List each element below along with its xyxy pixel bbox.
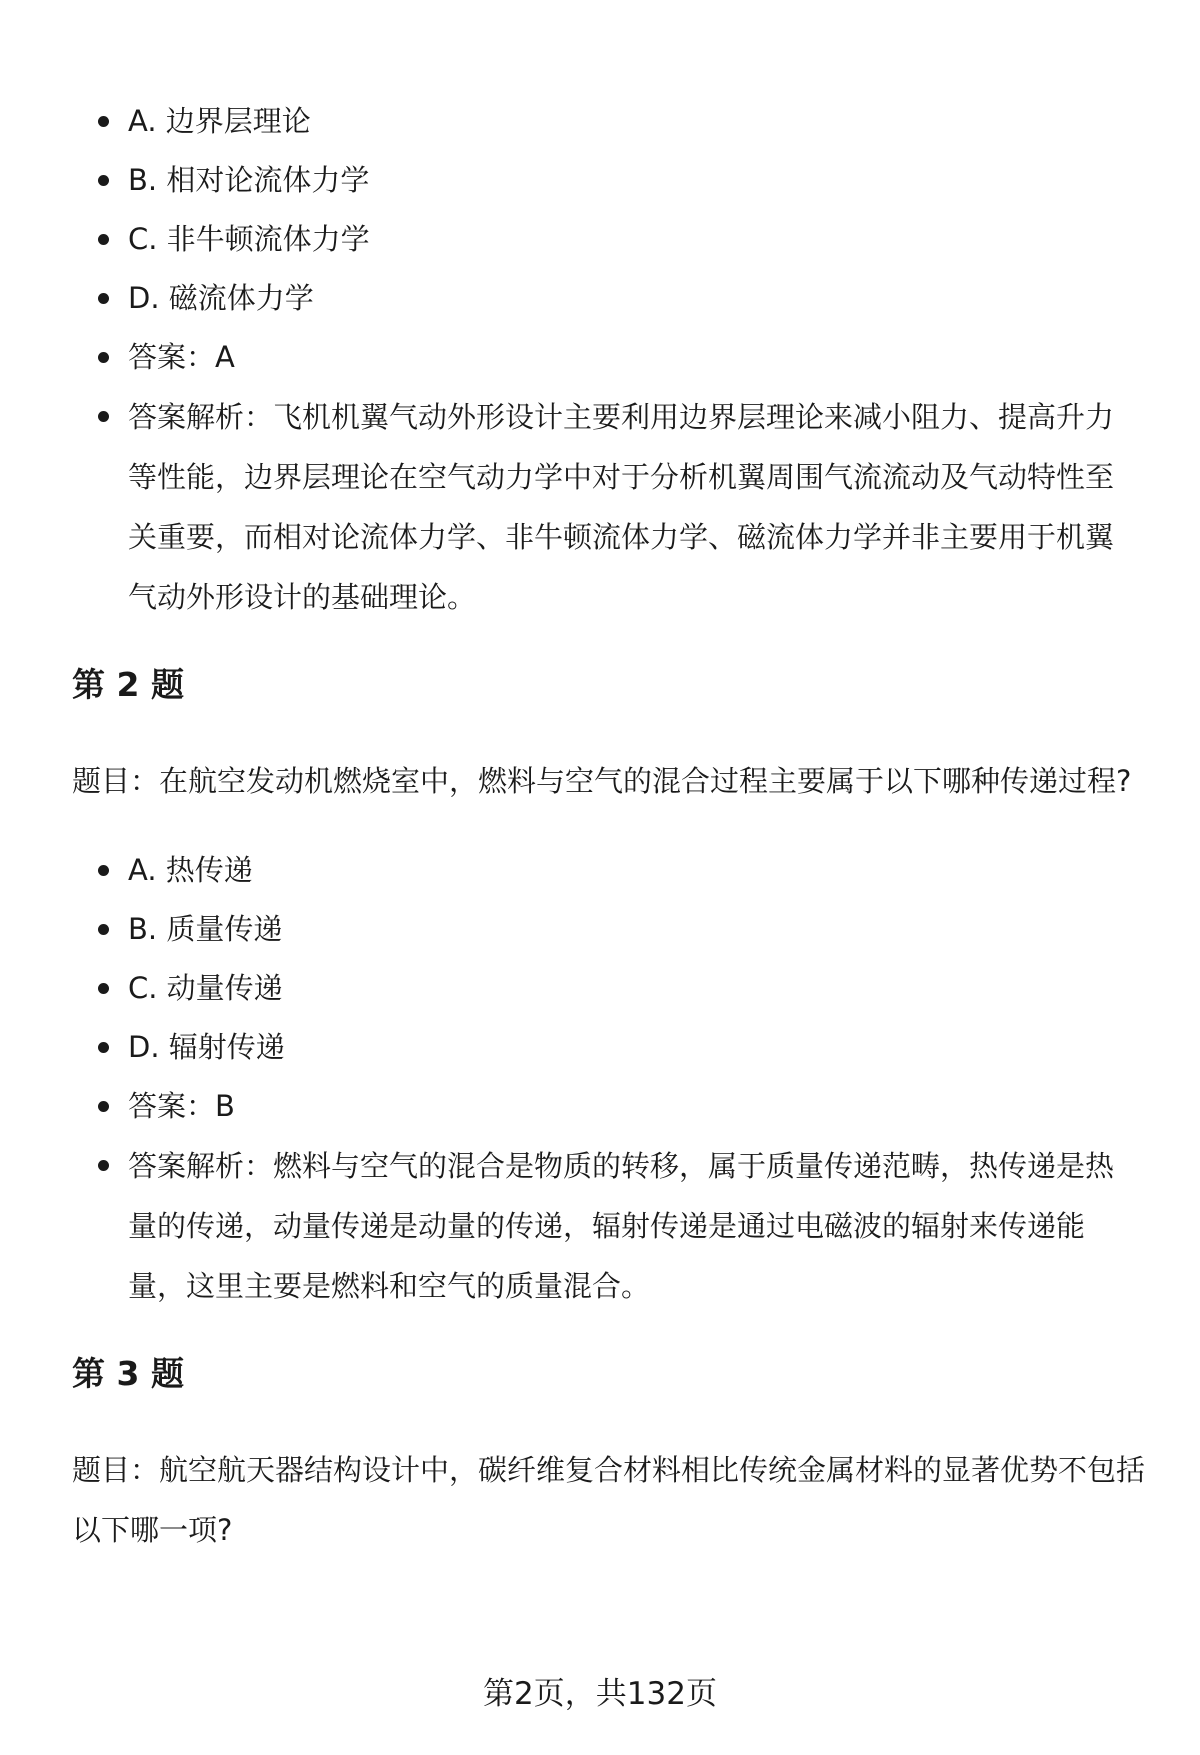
page-content <box>72 92 1152 1560</box>
bullet-icon <box>98 234 109 245</box>
q2-analysis: 答案解析：燃料与空气的混合是物质的转移，属于质量传递范畴，热传递是热量的传递，动量传递是动量的传递，辐射传递是通过电磁波的辐射来传递能量，这里主要是燃料和空气的质量混合。 <box>72 1136 1128 1316</box>
bullet-icon <box>98 1101 109 1112</box>
q1-option-a: A. 边界层理论 <box>72 92 1152 151</box>
bullet-icon <box>98 411 109 422</box>
bullet-icon <box>98 352 109 363</box>
bullet-icon <box>98 1042 109 1053</box>
q2-stem: 题目：在航空发动机燃烧室中，燃料与空气的混合过程主要属于以下哪种传递过程? <box>72 764 1132 798</box>
q2-title: 第 2 题 <box>72 665 184 704</box>
q2-option-d: D. 辐射传递 <box>72 1018 1152 1077</box>
q3-stem: 题目：航空航天器结构设计中，碳纤维复合材料相比传统金属材料的显著优势不包括以下哪一项? <box>72 1453 1146 1547</box>
bullet-icon <box>98 983 109 994</box>
q1-analysis: 答案解析：飞机机翼气动外形设计主要利用边界层理论来减小阻力、提高升力等性能，边界层理论在空气动力学中对于分析机翼周围气流流动及气动特性至关重要，而相对论流体力学、非牛顿流体力学、磁流体力学并非主要用于机翼气动外形设计的基础理论。 <box>72 387 1128 627</box>
q1-option-d: D. 磁流体力学 <box>72 269 1152 328</box>
q2-option-b: B. 质量传递 <box>72 900 1152 959</box>
page-number-footer: 第2页，共132页 <box>483 1676 717 1712</box>
q2-option-a: A. 热传递 <box>72 841 1152 900</box>
q1-option-c: C. 非牛顿流体力学 <box>72 210 1152 269</box>
q2-option-list <box>72 841 1152 1316</box>
bullet-icon <box>98 924 109 935</box>
q1-option-b: B. 相对论流体力学 <box>72 151 1152 210</box>
q1-option-list <box>72 92 1152 627</box>
bullet-icon <box>98 175 109 186</box>
q3-title: 第 3 题 <box>72 1354 184 1393</box>
bullet-icon <box>98 293 109 304</box>
q1-answer: 答案：A <box>72 328 1152 387</box>
q2-option-c: C. 动量传递 <box>72 959 1152 1018</box>
bullet-icon <box>98 1160 109 1171</box>
q2-answer: 答案：B <box>72 1077 1152 1136</box>
bullet-icon <box>98 116 109 127</box>
bullet-icon <box>98 865 109 876</box>
